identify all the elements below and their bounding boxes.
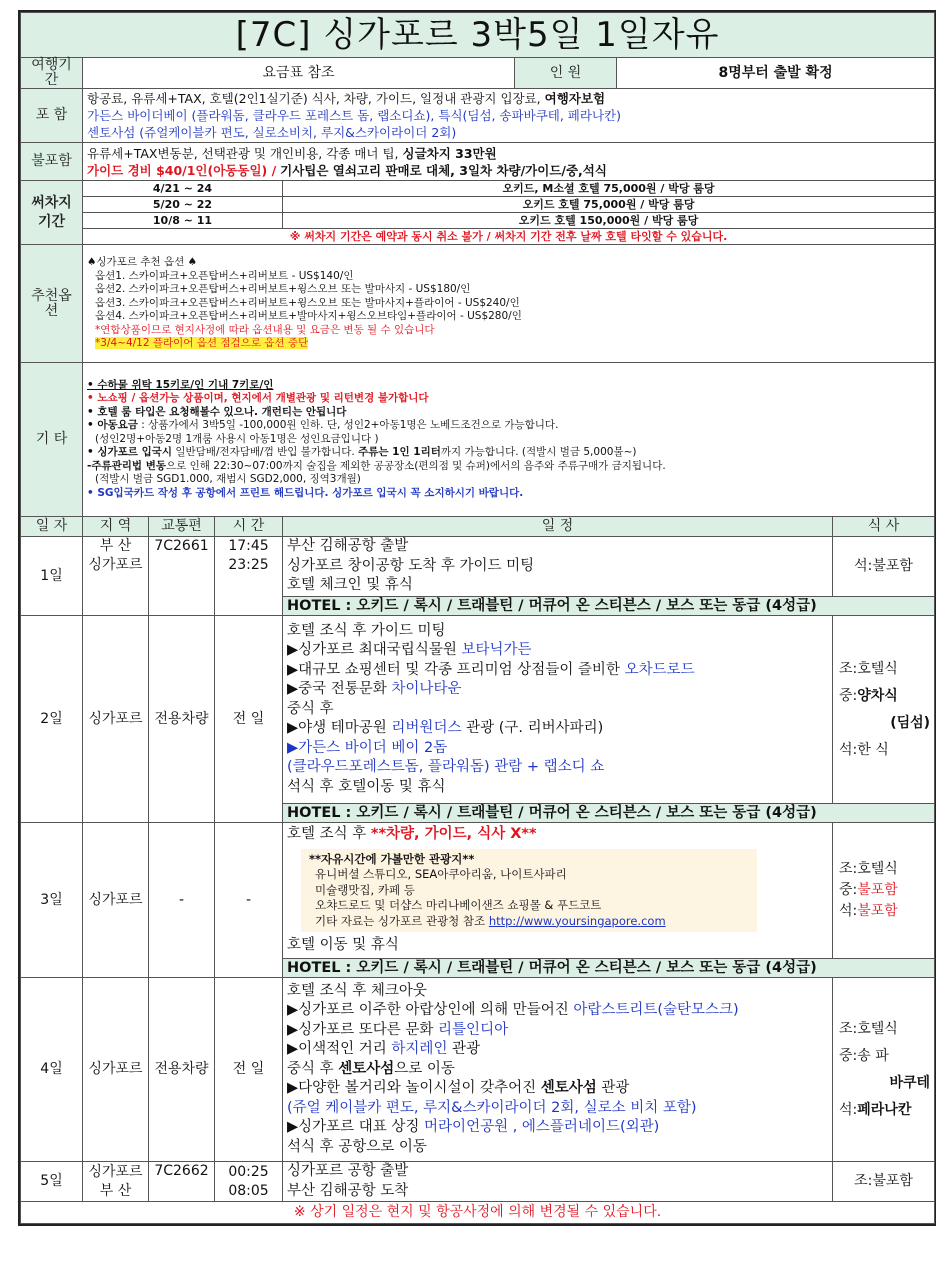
exclude-content bbox=[83, 143, 935, 181]
day-5-label: 5일 bbox=[21, 1162, 83, 1202]
day-4-arab-street: 아랍스트리트(술탄모스크) bbox=[573, 1002, 739, 1019]
options-suspended-note: *3/4~4/12 플라이어 옵션 점검으로 옵션 중단 bbox=[95, 337, 309, 350]
day-3-box-title: **자유시간에 가볼만한 관광지** bbox=[309, 851, 475, 866]
day-2-time: 전 일 bbox=[215, 616, 283, 823]
day-3-step-1: 호텔 조식 후 bbox=[287, 826, 371, 843]
day-3-box-line-4: 기타 자료는 싱가포르 관광청 참조 bbox=[315, 913, 489, 928]
include-content bbox=[83, 89, 935, 143]
surcharge-label: 써차지 기간 bbox=[21, 181, 83, 245]
etc-entry: 일반담배/전자담배/껌 반입 불가합니다. bbox=[172, 446, 355, 459]
etc-baggage: • 수하물 위탁 15키로/인 기내 7키로/인 bbox=[87, 378, 274, 391]
day-2-breakfast: 조:호텔식 bbox=[839, 660, 898, 677]
day-5-step-2: 부산 김해공항 도착 bbox=[287, 1182, 409, 1199]
day-4-step-9: 석식 후 공항으로 이동 bbox=[287, 1138, 427, 1155]
day-4-sentosa-tour: 센토사섬 bbox=[540, 1080, 597, 1097]
col-region: 지 역 bbox=[83, 517, 149, 537]
surcharge-desc-1: 오키드, M소셜 호텔 75,000원 / 박당 룸당 bbox=[283, 181, 935, 197]
day-4-sentosa: 센토사섬 bbox=[338, 1060, 395, 1077]
day-2-step-2: ▶싱가포르 최대국립식물원 bbox=[287, 642, 462, 659]
day-4-step-6-end: 관광 bbox=[596, 1080, 630, 1097]
day-2-step-7: ▶가든스 바이더 베이 2돔 bbox=[287, 739, 448, 756]
day-1-step-1: 부산 김해공항 출발 bbox=[287, 538, 409, 555]
etc-child-fee: : 상품가에서 3박5일 -100,000원 인하. 단, 성인2+아동1명은 노베드조건으로 가능합니다. bbox=[137, 419, 559, 432]
day-4-merlion: 머라이언공원 , 에스플러네이드(외관) bbox=[424, 1119, 660, 1136]
day-4-step-7: (쥬얼 케이블카 편도, 루지&스카이라이더 2회, 실로소 비치 포함) bbox=[287, 1099, 697, 1116]
day-row-2 bbox=[21, 616, 935, 804]
day-1-time bbox=[215, 537, 283, 616]
day-5-time-arrive: 08:05 bbox=[228, 1182, 269, 1199]
day-4-region: 싱가포르 bbox=[83, 978, 149, 1162]
surcharge-date-1: 4/21 ~ 24 bbox=[83, 181, 283, 197]
etc-arrival-card: • SG입국카드 작성 후 공항에서 프린트 해드립니다. 싱가포르 입국시 꼭 소지하시기 바랍니다. bbox=[87, 486, 524, 499]
day-1-step-3: 호텔 체크인 및 휴식 bbox=[287, 577, 413, 594]
day-3-box-line-1: 유니버셜 스튜디오, SEA아쿠아리움, 나이트사파리 bbox=[315, 867, 567, 882]
day-5-step-1: 싱가포르 공항 출발 bbox=[287, 1163, 409, 1179]
col-time: 시 간 bbox=[215, 517, 283, 537]
day-row-3 bbox=[21, 823, 935, 959]
day-5-time-depart: 00:25 bbox=[228, 1163, 269, 1180]
day-2-step-4: ▶중국 전통문화 bbox=[287, 681, 392, 698]
day-1-region bbox=[83, 537, 149, 616]
day-4-step-6: ▶다양한 볼거리와 놀이시설이 갖추어진 bbox=[287, 1080, 541, 1097]
day-4-step-8: ▶싱가포르 대표 상징 bbox=[287, 1119, 425, 1136]
include-line1: 항공료, 유류세+TAX, 호텔(2인1실기준) 식사, 차량, 가이드, 일정내 관광지 입장료, bbox=[87, 91, 541, 106]
etc-label: 기 타 bbox=[21, 363, 83, 517]
day-4-breakfast: 조:호텔식 bbox=[839, 1020, 898, 1037]
surcharge-desc-2: 오키드 호텔 75,000원 / 박당 룸당 bbox=[283, 197, 935, 213]
day-5-flight: 7C2662 bbox=[149, 1162, 215, 1202]
exclude-label: 불포함 bbox=[21, 143, 83, 181]
day-2-step-6-end: 관광 (구. 리버사파리) bbox=[461, 720, 604, 737]
day-3-dinner-label: 석: bbox=[839, 903, 858, 919]
col-itinerary: 일 정 bbox=[283, 517, 833, 537]
day-2-schedule bbox=[283, 616, 833, 804]
exclude-driver-tip: 기사팁은 열쇠고리 판매로 대체, 3일차 차량/가이드/중,석식 bbox=[280, 162, 607, 178]
day-2-botanic: 보타닉가든 bbox=[461, 642, 532, 659]
col-transport: 교통편 bbox=[149, 517, 215, 537]
day-2-region: 싱가포르 bbox=[83, 616, 149, 823]
day-2-meal bbox=[833, 616, 935, 804]
options-content bbox=[83, 245, 935, 363]
day-1-region-from: 부 산 bbox=[99, 538, 132, 554]
include-label: 포 함 bbox=[21, 89, 83, 143]
day-2-step-9: 석식 후 호텔이동 및 휴식 bbox=[287, 778, 446, 795]
day-2-lunch-label: 중: bbox=[839, 687, 858, 704]
day-1-schedule bbox=[283, 537, 833, 597]
day-5-meal: 조:불포함 bbox=[833, 1162, 935, 1202]
day-4-transport: 전용차량 bbox=[149, 978, 215, 1162]
day-4-step-4-end: 관광 bbox=[447, 1041, 481, 1058]
day-row-4 bbox=[21, 978, 935, 1162]
etc-liquor-fine: 까지 가능합니다. (적발시 벌금 5,000불~) bbox=[440, 446, 637, 459]
exclude-guide-fee: 가이드 경비 $40/1인(아동동일) / bbox=[87, 162, 277, 178]
day-2-step-6: ▶야생 테마공원 bbox=[287, 720, 392, 737]
day-2-step-5: 중식 후 bbox=[287, 700, 334, 717]
day-5-time bbox=[215, 1162, 283, 1202]
day-3-label: 3일 bbox=[21, 823, 83, 978]
day-3-free-time-box bbox=[301, 849, 757, 933]
day-3-schedule bbox=[283, 823, 833, 959]
day-row-1 bbox=[21, 537, 935, 597]
footer-note: ※ 상기 일정은 현지 및 항공사정에 의해 변경될 수 있습니다. bbox=[21, 1202, 935, 1224]
day-2-river-wonders: 리버원더스 bbox=[391, 720, 462, 737]
etc-child-note: (성인2명+아동2명 1개룸 사용시 아동1명은 성인요금입니다 ) bbox=[95, 432, 379, 445]
day-4-step-3: ▶싱가포르 또다른 문화 bbox=[287, 1021, 439, 1038]
options-label: 추천옵션 bbox=[21, 245, 83, 363]
etc-content bbox=[83, 363, 935, 517]
day-4-step-2: ▶싱가포르 이주한 아랍상인에 의해 만들어진 bbox=[287, 1002, 574, 1019]
day-3-hotel: HOTEL : 오키드 / 록시 / 트래블틴 / 머큐어 온 스티븐스 / 보스 또는 동급 (4성급) bbox=[283, 959, 935, 978]
day-3-step-2: 호텔 이동 및 휴식 bbox=[287, 937, 399, 954]
day-3-lunch-label: 중: bbox=[839, 882, 858, 898]
itinerary-document bbox=[18, 10, 936, 1226]
day-3-lunch: 불포함 bbox=[857, 882, 898, 898]
day-2-step-1: 호텔 조식 후 가이드 미팅 bbox=[287, 622, 446, 639]
day-2-hotel: HOTEL : 오키드 / 록시 / 트래블틴 / 머큐어 온 스티븐스 / 보스 또는 동급 (4성급) bbox=[283, 804, 935, 823]
col-day: 일 자 bbox=[21, 517, 83, 537]
period-label: 여행기간 bbox=[21, 58, 83, 89]
page-title: [7C] 싱가포르 3박5일 1일자유 bbox=[21, 13, 935, 58]
day-1-time-arrive: 23:25 bbox=[228, 557, 269, 573]
day-2-orchard: 오차드로드 bbox=[624, 661, 695, 678]
day-2-step-8: (클라우드포레스트돔, 플라워돔) 관람 + 랩소디 쇼 bbox=[287, 759, 605, 776]
option-item-3: 옵션3. 스카이파크+오픈탑버스+리버보트+윙스오브 또는 발마사지+플라이어 - US$240/인 bbox=[95, 296, 520, 309]
day-4-lunch: 중:송 파 bbox=[839, 1047, 889, 1064]
surcharge-note: ※ 써차지 기간은 예약과 동시 취소 불가 / 써차지 기간 전후 날짜 호텔 타잇할 수 있습니다. bbox=[83, 229, 935, 245]
day-4-schedule bbox=[283, 978, 833, 1162]
etc-liquor-law: 으로 인해 22:30~07:00까지 술집을 제외한 공공장소(편의점 및 슈퍼)에서의 음주와 주류구매가 금지됩니다. bbox=[166, 459, 666, 472]
day-3-box-line-3: 오챠드로드 및 더샵스 마리나베이샌즈 쇼핑몰 & 푸드코트 bbox=[315, 898, 602, 913]
period-value: 요금표 참조 bbox=[83, 58, 515, 89]
day-4-lunch-note: 바쿠테 bbox=[889, 1074, 931, 1091]
day-4-step-1: 호텔 조식 후 체크아웃 bbox=[287, 982, 427, 999]
day-4-dinner: 페라나칸 bbox=[857, 1101, 912, 1118]
day-3-dinner: 불포함 bbox=[857, 903, 898, 919]
exclude-line1: 유류세+TAX변동분, 선택관광 및 개인비용, 각종 매너 팁, bbox=[87, 145, 399, 161]
day-4-step-5-end: 으로 이동 bbox=[394, 1060, 455, 1077]
day-2-step-3: ▶대규모 쇼핑센터 및 각종 프리미엄 상점들이 즐비한 bbox=[287, 661, 625, 678]
day-4-little-india: 리틀인디아 bbox=[438, 1021, 509, 1038]
surcharge-date-2: 5/20 ~ 22 bbox=[83, 197, 283, 213]
day-1-region-to: 싱가포르 bbox=[88, 557, 143, 573]
day-4-meal bbox=[833, 978, 935, 1162]
etc-entry-label: • 싱가포르 입국시 bbox=[87, 446, 173, 459]
day-5-schedule bbox=[283, 1162, 833, 1202]
etc-liquor-fine-note: (적발시 벌금 SGD1.000, 재범시 SGD2,000, 징역3개월) bbox=[95, 473, 361, 486]
tourism-board-link[interactable]: http://www.yoursingapore.com bbox=[488, 913, 666, 928]
include-line3: 센토사섬 (쥬얼케이블카 편도, 실로소비치, 루지&스카이라이더 2회) bbox=[87, 125, 457, 140]
day-4-dinner-label: 석: bbox=[839, 1101, 858, 1118]
day-5-region-from: 싱가포르 bbox=[88, 1163, 143, 1180]
etc-child-fee-label: • 아동요금 bbox=[87, 419, 138, 432]
etc-no-shopping: • 노쇼핑 / 옵션가능 상품이며, 현지에서 개별관광 및 리턴변경 불가합니다 bbox=[87, 392, 429, 405]
day-5-region-to: 부 산 bbox=[99, 1182, 132, 1199]
day-1-hotel: HOTEL : 오키드 / 록시 / 트래블틴 / 머큐어 온 스티븐스 / 보스 또는 동급 (4성급) bbox=[283, 597, 935, 616]
day-4-step-5: 중식 후 bbox=[287, 1060, 339, 1077]
day-4-step-4: ▶이색적인 거리 bbox=[287, 1041, 392, 1058]
surcharge-desc-3: 오키드 호텔 150,000원 / 박당 룸당 bbox=[283, 213, 935, 229]
day-3-region: 싱가포르 bbox=[83, 823, 149, 978]
day-2-label: 2일 bbox=[21, 616, 83, 823]
etc-liquor-law-label: -주류관리법 변동 bbox=[87, 459, 167, 472]
option-item-4: 옵션4. 스카이파크+오픈탑버스+리버보트+발마사지+윙스오브타임+플라이어 - US$280/인 bbox=[95, 310, 522, 323]
day-1-flight: 7C2661 bbox=[149, 537, 215, 616]
day-3-free-note: **차량, 가이드, 식사 X** bbox=[370, 826, 537, 843]
include-insurance: 여행자보험 bbox=[544, 91, 606, 106]
day-3-time: - bbox=[215, 823, 283, 978]
day-2-lunch: 양차식 bbox=[857, 687, 898, 704]
day-2-lunch-note: (딤섬) bbox=[890, 714, 931, 731]
day-3-breakfast: 조:호텔식 bbox=[839, 861, 898, 877]
day-3-box-line-2: 미슐랭맛집, 카페 등 bbox=[315, 882, 415, 897]
surcharge-date-3: 10/8 ~ 11 bbox=[83, 213, 283, 229]
option-item-2: 옵션2. 스카이파크+오픈탑버스+리버보트+윙스오브 또는 발마사지 - US$180/인 bbox=[95, 283, 471, 296]
people-label: 인 원 bbox=[515, 58, 617, 89]
etc-liquor-limit: 주류는 1인 1리터 bbox=[358, 446, 441, 459]
exclude-single: 싱글차지 33만원 bbox=[402, 145, 497, 161]
day-1-label: 1일 bbox=[21, 537, 83, 616]
people-value: 8명부터 출발 확정 bbox=[617, 58, 935, 89]
option-item-1: 옵션1. 스카이파크+오픈탑버스+리버보트 - US$140/인 bbox=[95, 269, 354, 282]
options-note: *연합상품이므로 현지사정에 따라 옵션내용 및 요금은 변동 될 수 있습니다 bbox=[95, 323, 435, 336]
day-3-transport: - bbox=[149, 823, 215, 978]
day-2-chinatown: 차이나타운 bbox=[391, 681, 462, 698]
day-3-meal bbox=[833, 823, 935, 959]
day-4-haji-lane: 하지레인 bbox=[391, 1041, 448, 1058]
day-5-region bbox=[83, 1162, 149, 1202]
day-1-meal: 석:불포함 bbox=[833, 537, 935, 597]
itinerary-table bbox=[20, 12, 935, 1224]
day-2-dinner: 석:한 식 bbox=[839, 741, 889, 758]
day-1-step-2: 싱가포르 창이공항 도착 후 가이드 미팅 bbox=[287, 557, 535, 574]
day-4-time: 전 일 bbox=[215, 978, 283, 1162]
etc-room-type: • 호텔 룸 타입은 요청해볼수 있으나. 개런티는 안됩니다 bbox=[87, 405, 347, 418]
day-2-transport: 전용차량 bbox=[149, 616, 215, 823]
day-row-5 bbox=[21, 1162, 935, 1202]
include-line2: 가든스 바이더베이 (플라워돔, 클라우드 포레스트 돔, 랩소디쇼), 특식(딤섬, 송파바쿠테, 페라나칸) bbox=[87, 108, 621, 123]
col-meal: 식 사 bbox=[833, 517, 935, 537]
options-heading: ♠싱가포르 추천 옵션 ♠ bbox=[87, 256, 197, 269]
day-1-time-depart: 17:45 bbox=[228, 538, 269, 554]
day-4-label: 4일 bbox=[21, 978, 83, 1162]
